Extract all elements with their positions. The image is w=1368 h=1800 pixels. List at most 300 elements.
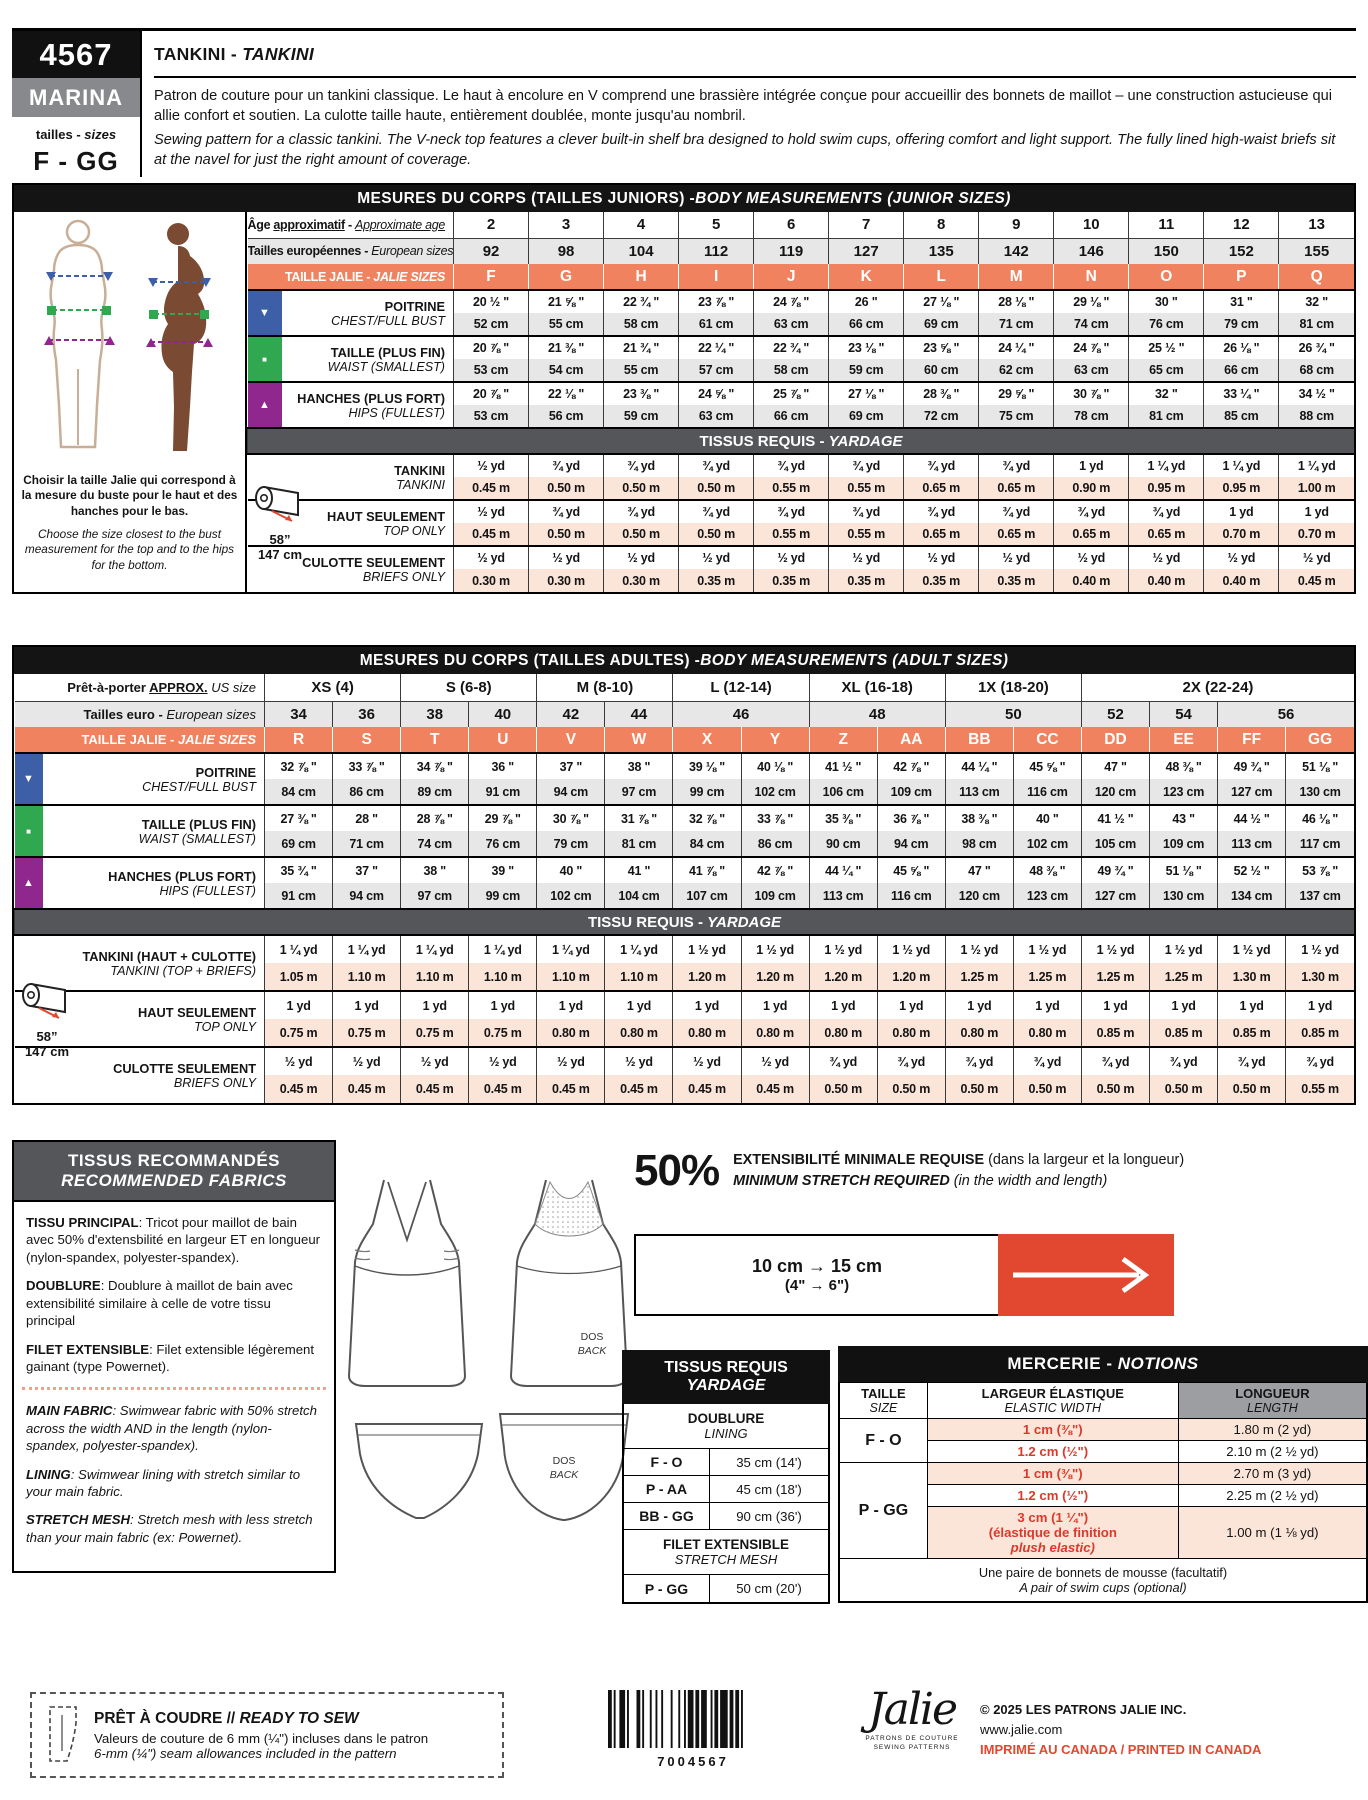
junior-value-cell: 55 cm	[604, 359, 679, 382]
adult-value-cell: 105 cm	[1081, 831, 1149, 857]
adult-value-cell: 28 ⅞ "	[401, 805, 469, 831]
adult-value-cell: 0.45 m	[401, 1075, 469, 1103]
label-part: -	[344, 217, 356, 232]
junior-value-cell: 26 ¾ "	[1279, 336, 1354, 359]
label-part: APPROX.	[149, 679, 208, 695]
junior-value-cell: ¾ yd	[529, 454, 604, 477]
adult-size-cell: 40	[469, 701, 537, 727]
adult-value-cell: 1.25 m	[945, 963, 1013, 991]
seam-allowance-french: Valeurs de couture de 6 mm (¼") incluses dans le patron	[94, 1730, 429, 1746]
adult-value-cell: 0.50 m	[1013, 1075, 1081, 1103]
adult-value-cell: 86 cm	[741, 831, 809, 857]
adult-value-cell: 38 "	[401, 857, 469, 883]
adult-value-cell: ½ yd	[265, 1047, 333, 1075]
junior-value-cell: 25 ½ "	[1129, 336, 1204, 359]
adult-value-cell: 46 ⅛ "	[1286, 805, 1354, 831]
junior-size-cell: M	[979, 264, 1054, 290]
adult-value-cell: 0.45 m	[469, 1075, 537, 1103]
junior-value-cell: 24 ¼ "	[979, 336, 1054, 359]
elastic-length-cell: 1.80 m (2 yd)	[1178, 1419, 1367, 1441]
adult-value-cell: 113 cm	[809, 883, 877, 909]
junior-value-cell: 74 cm	[1054, 313, 1129, 336]
label-part: Tailles euro -	[83, 706, 167, 722]
junior-size-cell: F	[454, 264, 529, 290]
junior-value-cell: ¾ yd	[829, 500, 904, 523]
lining-section-fr: FILET EXTENSIBLE	[662, 1537, 789, 1552]
label-english: WAIST (SMALLEST)	[327, 359, 446, 374]
junior-value-cell: ¾ yd	[754, 500, 829, 523]
adult-value-cell: 41 ½ "	[1081, 805, 1149, 831]
label-english: BRIEFS ONLY	[173, 1076, 257, 1090]
label-part: MESURES DU CORPS (TAILLES ADULTES) -	[359, 651, 701, 669]
elastic-width-cell: 1.2 cm (½")	[927, 1485, 1178, 1507]
label-english: TOP ONLY	[194, 1019, 257, 1034]
adult-value-cell: 106 cm	[809, 779, 877, 805]
adult-value-cell: 36 ⅞ "	[877, 805, 945, 831]
junior-value-cell: 85 cm	[1204, 405, 1279, 428]
adult-value-cell: 30 ⅞ "	[537, 805, 605, 831]
junior-value-cell: 56 cm	[529, 405, 604, 428]
junior-value-cell: 52 cm	[454, 313, 529, 336]
adult-value-cell: 89 cm	[401, 779, 469, 805]
adult-value-cell: 0.85 m	[1218, 1019, 1286, 1047]
junior-value-cell: 22 ⅛ "	[529, 382, 604, 405]
junior-value-cell: ¾ yd	[679, 454, 754, 477]
adult-value-cell: 1.05 m	[265, 963, 333, 991]
junior-row-label	[248, 238, 454, 264]
adult-value-cell: 41 "	[605, 857, 673, 883]
junior-value-cell: 0.70 m	[1279, 523, 1354, 546]
adult-size-cell: Z	[809, 727, 877, 753]
adult-value-cell: 45 ⅝ "	[877, 857, 945, 883]
description-french: Patron de couture pour un tankini classique. Le haut à encolure en V comprend une brassière intégrée conçue pour accueillir des bonnets de maillot – une construction astucieuse qui allie confort et soutien. La culotte taille haute, entièrement doublée, monte jusqu'au nombril.	[154, 88, 1332, 124]
junior-value-cell: 0.55 m	[829, 477, 904, 500]
adult-value-cell: 1 ¼ yd	[605, 935, 673, 963]
adult-size-cell: V	[537, 727, 605, 753]
lining-size-range: P - GG	[624, 1575, 710, 1602]
adult-value-cell: 52 ½ "	[1218, 857, 1286, 883]
adult-value-cell: 1.25 m	[1013, 963, 1081, 991]
junior-size-cell: N	[1054, 264, 1129, 290]
adult-value-cell: 1 yd	[1150, 991, 1218, 1019]
adult-value-cell: ¾ yd	[1081, 1047, 1149, 1075]
junior-value-cell: ½ yd	[979, 546, 1054, 569]
notions-note: Une paire de bonnets de mousse (facultatif) A pair of swim cups (optional)	[839, 1559, 1367, 1603]
adult-value-cell: ½ yd	[401, 1047, 469, 1075]
adult-value-cell: 123 cm	[1150, 779, 1218, 805]
junior-value-cell: 0.95 m	[1129, 477, 1204, 500]
label-english: WAIST (SMALLEST)	[138, 831, 257, 846]
junior-value-cell: 24 ⅞ "	[1054, 336, 1129, 359]
fabric-label: DOUBLURE	[26, 1278, 101, 1294]
adult-value-cell: 47 "	[945, 857, 1013, 883]
junior-value-cell: ¾ yd	[604, 454, 679, 477]
adult-value-cell: 37 "	[333, 857, 401, 883]
lining-section-header	[624, 1404, 828, 1449]
adult-value-cell: 0.80 m	[945, 1019, 1013, 1047]
adult-value-cell: 1 yd	[1218, 991, 1286, 1019]
adult-value-cell: ½ yd	[605, 1047, 673, 1075]
purple-marker-icon: ▲	[15, 857, 43, 909]
elastic-length-cell: 2.70 m (3 yd)	[1178, 1463, 1367, 1485]
junior-value-cell: 30 "	[1129, 290, 1204, 313]
junior-value-cell: 22 ¾ "	[754, 336, 829, 359]
label-part: YARDAGE	[828, 432, 903, 450]
size-advice-english: Choose the size closest to the bust measurement for the top and to the hips for the bottom.	[24, 526, 235, 572]
junior-value-cell: 29 ⅛ "	[1054, 290, 1129, 313]
junior-value-cell: ¾ yd	[754, 454, 829, 477]
adult-value-cell: 45 ⅝ "	[1013, 753, 1081, 779]
junior-header-row	[248, 212, 1355, 238]
pattern-header	[12, 28, 1356, 177]
adult-value-cell: 1 ½ yd	[1013, 935, 1081, 963]
adult-value-cell: 39 ⅛ "	[673, 753, 741, 779]
junior-size-cell: 104	[604, 238, 679, 264]
adult-value-cell: 1.25 m	[1081, 963, 1149, 991]
junior-value-cell: 0.50 m	[529, 477, 604, 500]
adult-value-cell: 1 ½ yd	[809, 935, 877, 963]
junior-yardage-header	[248, 428, 1355, 454]
adult-value-cell: 1 ¼ yd	[333, 935, 401, 963]
label-english: CHEST/FULL BUST	[331, 313, 446, 328]
adult-value-cell: 1.30 m	[1286, 963, 1354, 991]
adult-value-cell: 0.80 m	[1013, 1019, 1081, 1047]
junior-measure-label	[282, 290, 454, 336]
junior-size-cell: 12	[1204, 212, 1279, 238]
junior-value-cell: 0.35 m	[829, 569, 904, 592]
jalie-logo: Jalie PATRONS DE COUTURE SEWING PATTERNS	[865, 1684, 959, 1752]
adult-size-cell: 50	[945, 701, 1081, 727]
junior-value-cell: 0.65 m	[904, 523, 979, 546]
adult-value-cell: 127 cm	[1081, 883, 1149, 909]
adult-value-cell: 113 cm	[945, 779, 1013, 805]
junior-value-cell: 0.65 m	[979, 523, 1054, 546]
junior-value-cell: 22 ¾ "	[604, 290, 679, 313]
junior-value-cell: 55 cm	[529, 313, 604, 336]
adult-value-cell: 0.80 m	[741, 1019, 809, 1047]
adult-value-cell: 41 ½ "	[809, 753, 877, 779]
adult-value-cell: 76 cm	[469, 831, 537, 857]
label-english: HIPS (FULLEST)	[348, 405, 446, 420]
adult-value-cell: 1 ¼ yd	[537, 935, 605, 963]
adult-value-cell: 1.10 m	[333, 963, 401, 991]
adult-value-cell: 117 cm	[1286, 831, 1354, 857]
adult-value-cell: 1 yd	[673, 991, 741, 1019]
tankini-top-back-drawing	[511, 1180, 627, 1386]
adult-value-cell: 107 cm	[673, 883, 741, 909]
junior-size-cell: 112	[679, 238, 754, 264]
adult-value-cell: 31 ⅞ "	[605, 805, 673, 831]
elastic-length-cell: 1.00 m (1 ⅛ yd)	[1178, 1507, 1367, 1559]
junior-value-cell: 59 cm	[604, 405, 679, 428]
junior-value-cell: 79 cm	[1204, 313, 1279, 336]
junior-value-cell: 76 cm	[1129, 313, 1204, 336]
junior-header-row	[248, 238, 1355, 264]
notions-note-row	[839, 1559, 1367, 1603]
size-advice-french: Choisir la taille Jalie qui correspond à la mesure du buste pour le haut et des hanches pour le bas.	[21, 473, 238, 518]
junior-size-table	[247, 212, 1354, 592]
adult-value-cell: 0.50 m	[809, 1075, 877, 1103]
top-back-label-fr: DOS	[580, 1331, 604, 1343]
adult-size-cell: XS (4)	[265, 674, 401, 701]
adult-value-cell: 86 cm	[333, 779, 401, 805]
top-back-label-en: BACK	[577, 1345, 607, 1357]
adult-size-cell: L (12-14)	[673, 674, 809, 701]
label-part: NOTIONS	[1117, 1354, 1199, 1373]
junior-size-cell: K	[829, 264, 904, 290]
adult-value-cell: 1.20 m	[809, 963, 877, 991]
adult-value-cell: 1 ½ yd	[1218, 935, 1286, 963]
adult-value-cell: 1 ¼ yd	[401, 935, 469, 963]
adult-size-cell: AA	[877, 727, 945, 753]
junior-value-cell: 53 cm	[454, 405, 529, 428]
stretch-range: 10 cm → 15 cm (4" → 6")	[634, 1234, 998, 1316]
junior-value-cell: 0.55 m	[829, 523, 904, 546]
junior-value-cell: ½ yd	[904, 546, 979, 569]
junior-size-cell: 142	[979, 238, 1054, 264]
junior-size-cell: 146	[1054, 238, 1129, 264]
junior-value-cell: 60 cm	[904, 359, 979, 382]
junior-value-cell: 81 cm	[1279, 313, 1354, 336]
adult-value-cell: 1 ¼ yd	[469, 935, 537, 963]
adult-value-cell: 81 cm	[605, 831, 673, 857]
lining-section-fr: DOUBLURE	[687, 1411, 765, 1426]
junior-value-cell: 0.65 m	[1129, 523, 1204, 546]
lining-row	[624, 1449, 828, 1476]
adult-value-cell: 0.85 m	[1081, 1019, 1149, 1047]
adult-value-cell: 1 ½ yd	[877, 935, 945, 963]
junior-value-cell: 31 "	[1204, 290, 1279, 313]
label-english: TANKINI	[396, 477, 446, 492]
adult-size-cell: 36	[333, 701, 401, 727]
fabric-width-indicator-junior: 58” 147 cm	[251, 483, 309, 562]
label-part: TAILLE JALIE -	[284, 269, 374, 284]
adult-value-cell: 120 cm	[945, 883, 1013, 909]
lining-amount: 50 cm (20')	[736, 1581, 802, 1596]
elastic-length-cell: 2.25 m (2 ½ yd)	[1178, 1485, 1367, 1507]
adult-value-cell: 1 ¼ yd	[265, 935, 333, 963]
junior-value-cell: ¾ yd	[979, 500, 1054, 523]
junior-header-row	[248, 264, 1355, 290]
junior-value-cell: 0.45 m	[1279, 569, 1354, 592]
adult-value-cell: 43 "	[1150, 805, 1218, 831]
adult-value-cell: 1.20 m	[741, 963, 809, 991]
adult-value-cell: 127 cm	[1218, 779, 1286, 805]
label-part: Âge	[247, 217, 274, 232]
pattern-piece-icon	[42, 1703, 84, 1767]
junior-value-cell: 27 ⅛ "	[829, 382, 904, 405]
label-part: TISSU REQUIS -	[587, 913, 708, 931]
adult-value-cell: 44 ¼ "	[945, 753, 1013, 779]
adult-size-cell: T	[401, 727, 469, 753]
junior-size-cell: J	[754, 264, 829, 290]
junior-value-cell: 0.50 m	[679, 477, 754, 500]
adult-value-cell: 1.10 m	[537, 963, 605, 991]
junior-value-cell: 66 cm	[754, 405, 829, 428]
recommended-fabrics-text	[14, 1202, 334, 1571]
junior-value-cell: 25 ⅞ "	[754, 382, 829, 405]
elastic-width-cell: 1 cm (⅜")	[927, 1463, 1178, 1485]
junior-value-cell: 23 ⅛ "	[829, 336, 904, 359]
adult-value-cell: 1 ½ yd	[741, 935, 809, 963]
printed-in-line: IMPRIMÉ AU CANADA / PRINTED IN CANADA	[980, 1742, 1262, 1758]
adult-value-cell: 0.50 m	[877, 1075, 945, 1103]
adult-value-cell: 0.85 m	[1150, 1019, 1218, 1047]
adult-value-cell: ½ yd	[333, 1047, 401, 1075]
junior-value-cell: 0.30 m	[529, 569, 604, 592]
label-part: MESURES DU CORPS (TAILLES JUNIORS) -	[357, 189, 696, 207]
junior-value-cell: ½ yd	[1129, 546, 1204, 569]
adult-value-cell: ¾ yd	[1286, 1047, 1354, 1075]
adult-value-cell: 1 yd	[741, 991, 809, 1019]
adult-size-cell: 2X (22-24)	[1081, 674, 1354, 701]
adult-value-cell: 38 ⅜ "	[945, 805, 1013, 831]
fabric-label: FILET EXTENSIBLE	[26, 1341, 150, 1357]
fabrics-divider	[22, 1387, 326, 1390]
junior-value-cell: 0.65 m	[904, 477, 979, 500]
adult-value-cell: 0.45 m	[537, 1075, 605, 1103]
lining-size-range: BB - GG	[624, 1503, 710, 1529]
junior-value-cell: ¾ yd	[679, 500, 754, 523]
adult-value-cell: 0.50 m	[945, 1075, 1013, 1103]
junior-value-cell: 0.45 m	[454, 523, 529, 546]
copyright-line: © 2025 LES PATRONS JALIE INC.	[980, 1702, 1187, 1717]
junior-size-cell: 3	[529, 212, 604, 238]
junior-value-cell: 26 ⅛ "	[1204, 336, 1279, 359]
label-part: US size	[207, 679, 257, 695]
adult-value-cell: 35 ¾ "	[265, 857, 333, 883]
adult-value-cell: 1 yd	[945, 991, 1013, 1019]
adult-yardage-header	[15, 909, 1355, 935]
adult-size-cell: FF	[1218, 727, 1286, 753]
adult-value-cell: 0.45 m	[333, 1075, 401, 1103]
adult-value-cell: 71 cm	[333, 831, 401, 857]
ready-to-sew-title: PRÊT À COUDRE // READY TO SEW	[94, 1709, 359, 1727]
junior-value-cell: 27 ⅛ "	[904, 290, 979, 313]
adult-value-cell: 1.20 m	[877, 963, 945, 991]
junior-value-cell: ½ yd	[679, 546, 754, 569]
notions-header-row	[839, 1383, 1367, 1419]
adult-value-cell: 69 cm	[265, 831, 333, 857]
adult-size-cell: 52	[1081, 701, 1149, 727]
junior-value-cell: 0.65 m	[1054, 523, 1129, 546]
lining-size-range: P - AA	[624, 1476, 710, 1502]
junior-value-cell: 26 "	[829, 290, 904, 313]
junior-value-cell: 0.35 m	[904, 569, 979, 592]
junior-value-cell: 23 ⅞ "	[679, 290, 754, 313]
adult-value-cell: 34 ⅞ "	[401, 753, 469, 779]
junior-value-cell: ¾ yd	[904, 500, 979, 523]
lining-table-title: TISSUS REQUIS YARDAGE	[622, 1350, 830, 1404]
junior-size-cell: 152	[1204, 238, 1279, 264]
adult-value-cell: 1 yd	[537, 991, 605, 1019]
adult-value-cell: 33 ⅞ "	[741, 805, 809, 831]
adult-value-cell: 1 ½ yd	[1286, 935, 1354, 963]
junior-value-cell: 32 "	[1279, 290, 1354, 313]
adult-size-cell: 46	[673, 701, 809, 727]
adult-size-cell: U	[469, 727, 537, 753]
fabric-label: LINING	[26, 1466, 71, 1482]
adult-size-cell: 1X (18-20)	[945, 674, 1081, 701]
junior-size-cell: H	[604, 264, 679, 290]
junior-value-cell: 0.70 m	[1204, 523, 1279, 546]
label-french: HANCHES (PLUS FORT)	[108, 868, 257, 884]
adult-value-cell: 38 "	[605, 753, 673, 779]
junior-size-cell: P	[1204, 264, 1279, 290]
junior-size-cell: L	[904, 264, 979, 290]
junior-value-cell: ½ yd	[1279, 546, 1354, 569]
fabric-paragraph-en: STRETCH MESH: Stretch mesh with less stretch than your main fabric (ex: Powernet).	[26, 1512, 313, 1545]
adult-value-cell: 51 ⅛ "	[1150, 857, 1218, 883]
junior-value-cell: 0.45 m	[454, 477, 529, 500]
lining-amount: 90 cm (36')	[736, 1508, 802, 1524]
stretch-requirement-text: EXTENSIBILITÉ MINIMALE REQUISE (dans la largeur et la longueur) MINIMUM STRETCH REQUIRED (in the width and length)	[733, 1152, 1185, 1189]
adult-value-cell: ¾ yd	[809, 1047, 877, 1075]
pattern-description-block	[140, 31, 1356, 177]
adult-measure-label	[43, 857, 265, 909]
adult-value-cell: 1.10 m	[469, 963, 537, 991]
junior-value-cell: ¾ yd	[904, 454, 979, 477]
lining-amount: 45 cm (18')	[736, 1481, 802, 1497]
label-part: MERCERIE	[1007, 1354, 1107, 1373]
adult-value-cell: ½ yd	[537, 1047, 605, 1075]
junior-measure-label	[282, 336, 454, 382]
junior-value-cell: 62 cm	[979, 359, 1054, 382]
briefs-front-drawing	[356, 1424, 482, 1518]
elastic-length-cell: 2.10 m (2 ½ yd)	[1178, 1441, 1367, 1463]
adult-size-cell: X	[673, 727, 741, 753]
adult-size-cell: 38	[401, 701, 469, 727]
fabric-width-indicator-adult: 58” 147 cm	[18, 980, 76, 1059]
adult-value-cell: ¾ yd	[1013, 1047, 1081, 1075]
adult-value-cell: 113 cm	[1218, 831, 1286, 857]
adult-value-cell: 41 ⅞ "	[673, 857, 741, 883]
label-english: TOP ONLY	[383, 523, 446, 538]
junior-value-cell: 21 ⅝ "	[529, 290, 604, 313]
stretch-gauge	[634, 1234, 1174, 1316]
adult-value-cell: 1 yd	[333, 991, 401, 1019]
ready-to-sew-box	[30, 1692, 504, 1778]
adult-row-label	[15, 701, 265, 727]
fabric-paragraph-fr: DOUBLURE: Doublure à maillot de bain avec extensibilité similaire à celle de votre tissu principal	[26, 1278, 293, 1329]
label-part: European sizes	[166, 706, 257, 722]
adult-size-cell: 34	[265, 701, 333, 727]
junior-value-cell: 0.55 m	[754, 523, 829, 546]
adult-size-table	[14, 674, 1354, 1103]
junior-value-cell: 22 ¼ "	[679, 336, 754, 359]
size-range: F - GG	[33, 146, 119, 176]
junior-value-cell: 68 cm	[1279, 359, 1354, 382]
adult-value-cell: 1 yd	[809, 991, 877, 1019]
adult-value-cell: 0.80 m	[673, 1019, 741, 1047]
label-french: TAILLE (PLUS FIN)	[141, 816, 257, 832]
adult-value-cell: 47 "	[1081, 753, 1149, 779]
adult-value-cell: 1 yd	[469, 991, 537, 1019]
adult-value-cell: 1 yd	[1081, 991, 1149, 1019]
adult-value-cell: ¾ yd	[877, 1047, 945, 1075]
junior-value-cell: 88 cm	[1279, 405, 1354, 428]
adult-value-cell: 109 cm	[741, 883, 809, 909]
label-part: JALIE SIZES	[177, 732, 257, 747]
junior-value-cell: 69 cm	[829, 405, 904, 428]
adult-value-cell: 49 ¾ "	[1081, 857, 1149, 883]
barcode-number: 7004567	[657, 1754, 729, 1769]
copyright-block	[980, 1700, 1340, 1760]
adult-size-cell: S	[333, 727, 401, 753]
adult-value-cell: 74 cm	[401, 831, 469, 857]
label-french: POITRINE	[195, 764, 257, 780]
adult-value-cell: 109 cm	[877, 779, 945, 805]
